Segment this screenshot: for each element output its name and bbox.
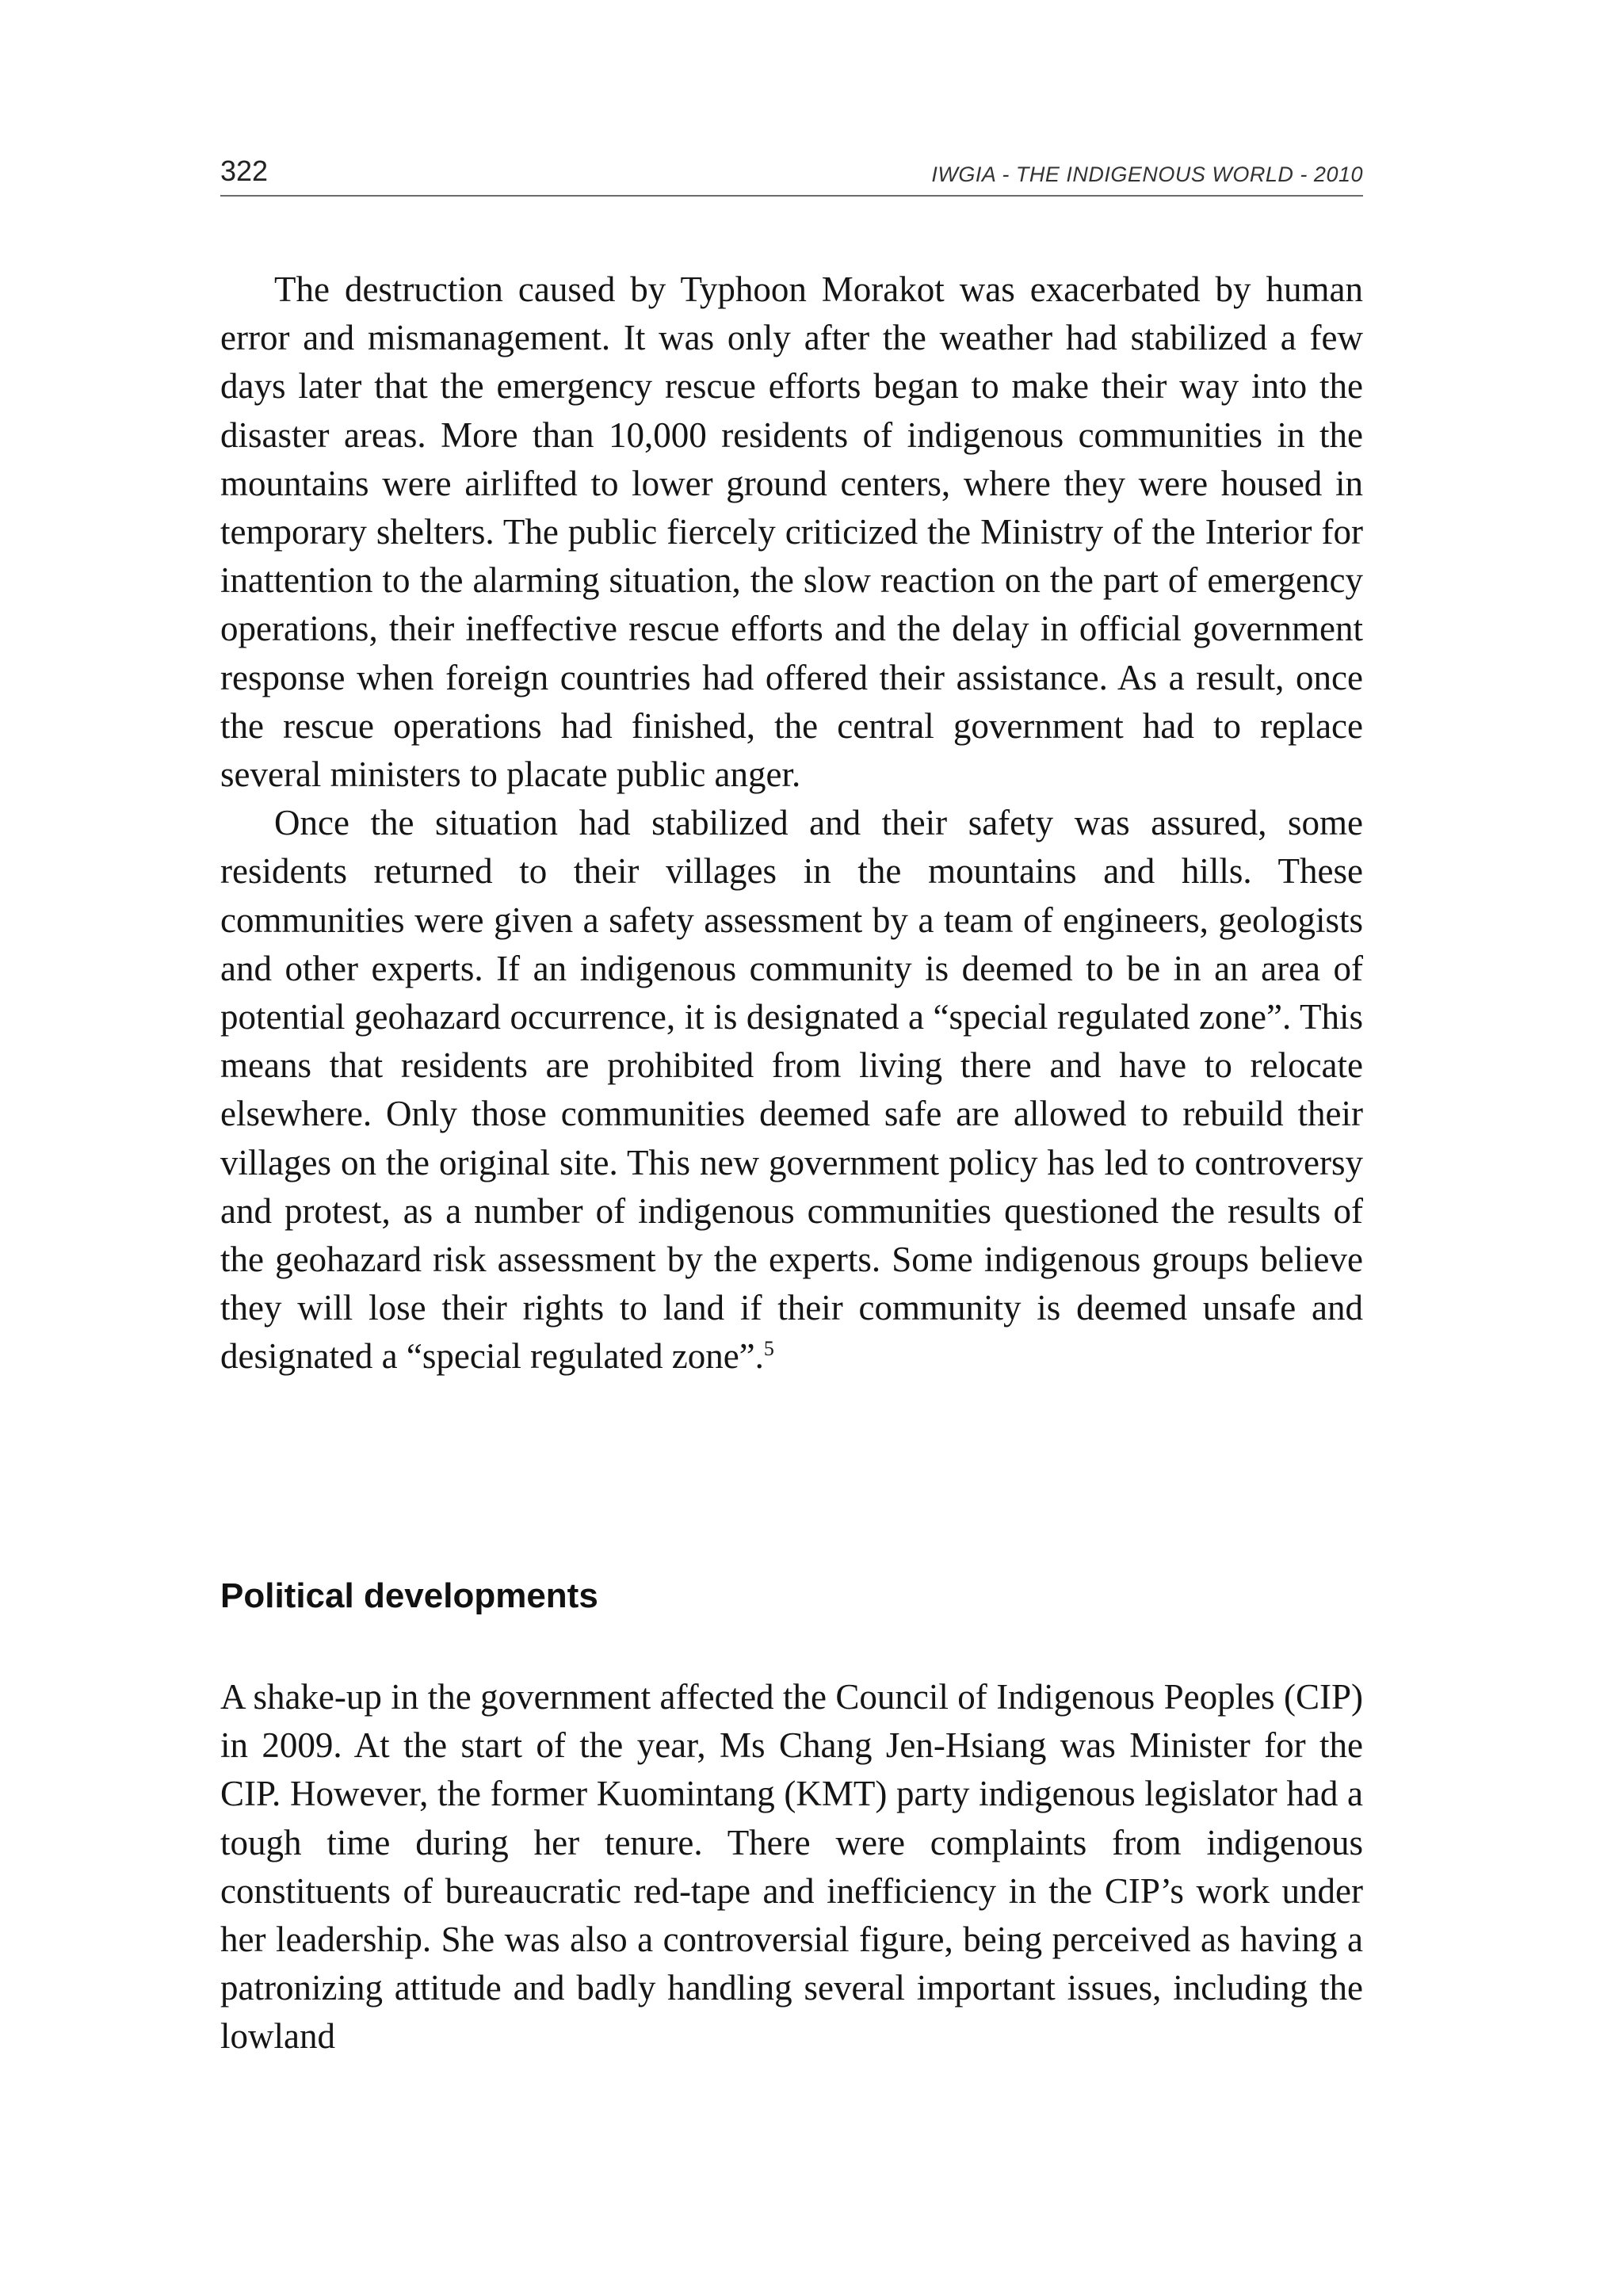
paragraph-text: Once the situation had stabilized and their safety was assured, some residents returned to their villages in the mountains and hills. These communities were given a safety assessment by a team of engineers, geologists and other experts. If an indigenous community is deemed to be in an area of potential geohazard occurrence, it is designated a “special regulated zone”. This means that residents are prohibited from living there and have to relocate elsewhere. Only those communities deemed safe are allowed to rebuild their villages on the original site. This new government policy has led to controversy and protest, as a number of indigenous communities questioned the results of the geohazard risk assessment by the experts. Some indigenous groups believe they will lose their rights to land if their community is deemed unsafe and designated a “special regulated zone”. bbox=[220, 803, 1363, 1377]
footnote-reference[interactable]: 5 bbox=[763, 1337, 774, 1361]
page-number: 322 bbox=[220, 155, 269, 187]
running-header bbox=[220, 152, 1363, 197]
paragraph-political-developments bbox=[220, 1673, 1363, 2061]
paragraph-typhoon-destruction bbox=[220, 266, 1363, 799]
section-heading: Political developments bbox=[220, 1576, 598, 1615]
body-text-lower bbox=[220, 1673, 1363, 2061]
paragraph-safety-assessment bbox=[220, 799, 1363, 1381]
paragraph-text: A shake-up in the government affected the Council of Indigenous Peoples (CIP) in 2009. At the start of the year, Ms Chang Jen-Hsiang was Minister for the CIP. However, the former Kuomintang (KMT) party indigenous legislator had a tough time during her tenure. There were complaints from indigenous constituents of bureaucratic red-tape and inefficiency in the CIP’s work under her leadership. She was also a controversial figure, being perceived as having a patronizing attitude and badly handling several important issues, including the lowland bbox=[220, 1677, 1363, 2057]
body-text-upper bbox=[220, 266, 1363, 1381]
paragraph-text: The destruction caused by Typhoon Morakot was exacerbated by human error and mismanagement. It was only after the weather had stabilized a few days later that the emergency rescue efforts began to make their way into the disaster areas. More than 10,000 residents of indigenous communities in the mountains were airlifted to lower ground centers, where they were housed in temporary shelters. The public fiercely criticized the Ministry of the Interior for inattention to the alarming situation, the slow reaction on the part of emergency operations, their ineffective rescue efforts and the delay in official government response when foreign countries had offered their assistance. As a result, once the rescue operations had finished, the central government had to replace several ministers to placate public anger. bbox=[220, 269, 1363, 795]
running-title: IWGIA - THE INDIGENOUS WORLD - 2010 bbox=[931, 162, 1363, 186]
